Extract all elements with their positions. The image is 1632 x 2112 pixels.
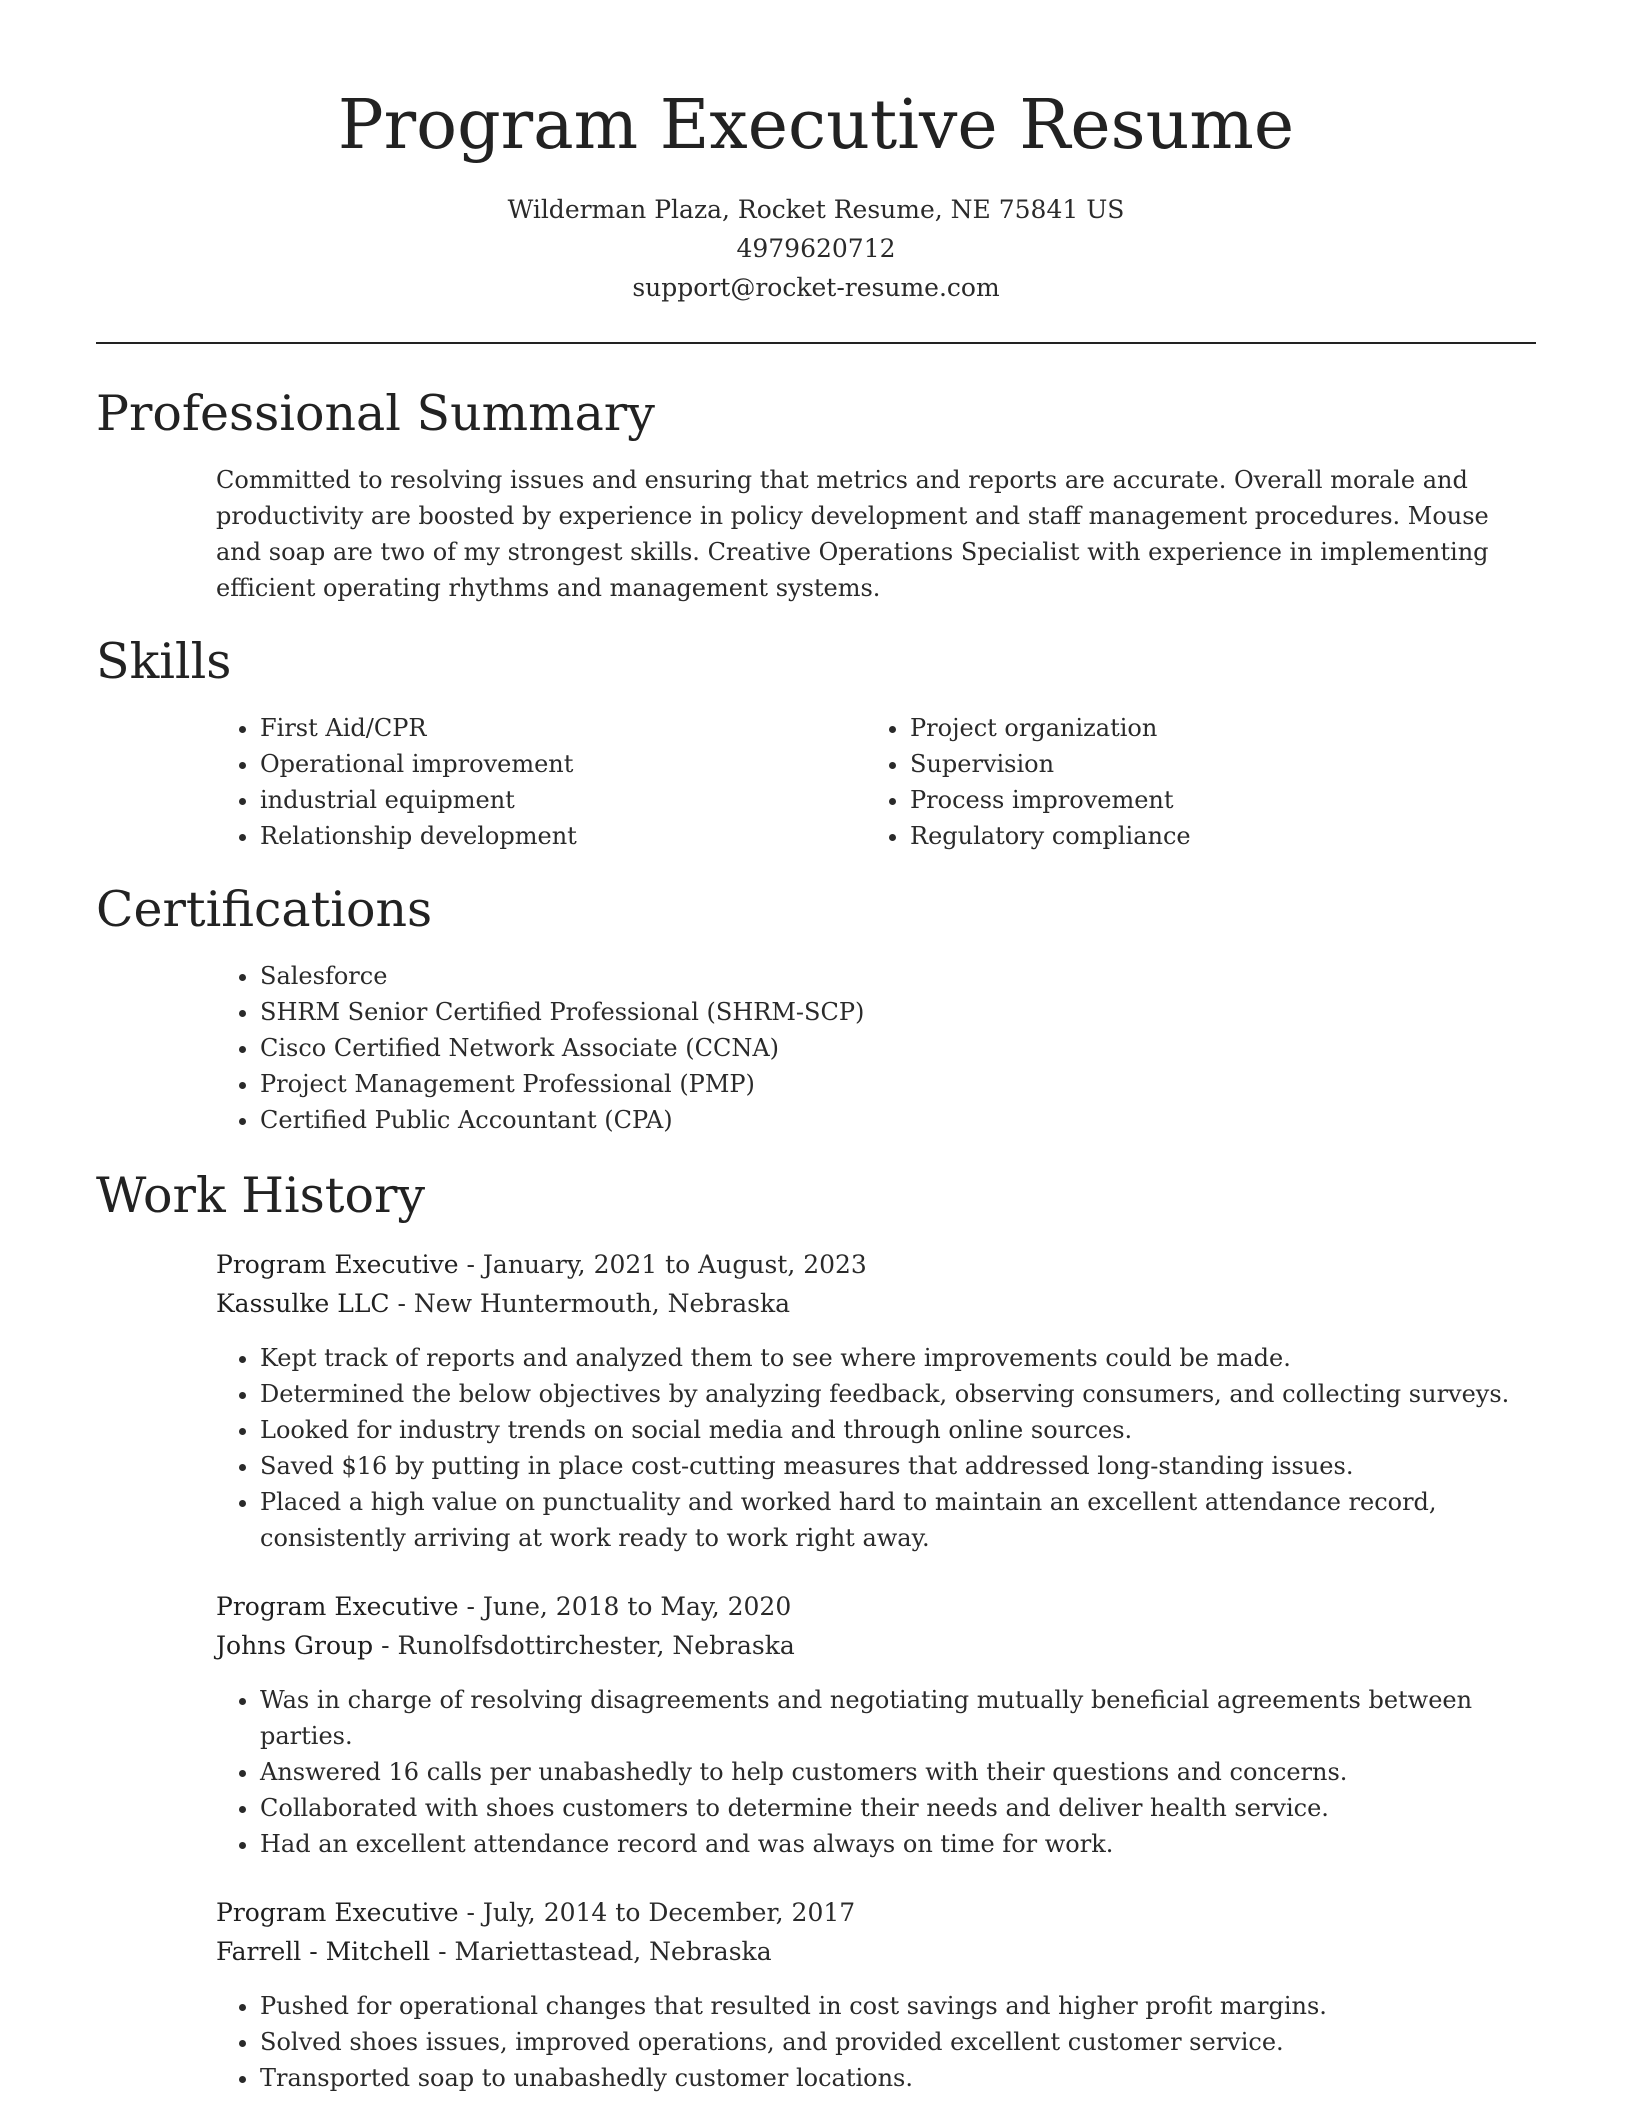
contact-phone: 4979620712 [736, 234, 896, 263]
job-location: - Mariettastead, Nebraska [430, 1937, 772, 1966]
job-bullet: • Pushed for operational changes that resulted in cost savings and higher profit margins. [260, 1988, 1516, 2024]
skill-item: • Operational improvement [260, 746, 836, 782]
job-title-line [216, 1587, 791, 1626]
skill-item: • Relationship development [260, 818, 836, 854]
skills-left-column [216, 710, 836, 854]
job-dates: - July, 2014 to December, 2017 [458, 1898, 856, 1927]
job-bullets [216, 1682, 1516, 1862]
job-bullet: • Was in charge of resolving disagreements and negotiating mutually beneficial agreements between parties. [260, 1682, 1516, 1754]
job-bullet: • Looked for industry trends on social media and through online sources. [260, 1412, 1516, 1448]
job-bullets [216, 1340, 1516, 1556]
job-title: Program Executive [216, 1250, 459, 1279]
resume-title: Program Executive Resume [337, 86, 1295, 165]
certification-item: • Project Management Professional (PMP) [260, 1066, 1516, 1102]
skill-item: • Project organization [910, 710, 1486, 746]
job-bullet: • Saved $16 by putting in place cost-cutting measures that addressed long-standing issues. [260, 1448, 1516, 1484]
contact-block [0, 190, 1632, 307]
job-bullet: • Answered 16 calls per unabashedly to help customers with their questions and concerns. [260, 1754, 1516, 1790]
certification-item: • Certified Public Accountant (CPA) [260, 1102, 1516, 1138]
contact-email: support@rocket-resume.com [632, 273, 1000, 302]
skill-item: • industrial equipment [260, 782, 836, 818]
certification-item: • SHRM Senior Certified Professional (SHRM-SCP) [260, 994, 1516, 1030]
job-bullet: • Kept track of reports and analyzed them to see where improvements could be made. [260, 1340, 1516, 1376]
skill-item: • Regulatory compliance [910, 818, 1486, 854]
job-title-line [216, 1893, 855, 1932]
job-dates: - June, 2018 to May, 2020 [458, 1592, 792, 1621]
job-title: Program Executive [216, 1898, 459, 1927]
certification-item: • Cisco Certified Network Associate (CCNA) [260, 1030, 1516, 1066]
job-company: Farrell - Mitchell [216, 1937, 431, 1966]
job-company: Kassulke LLC [216, 1289, 390, 1318]
summary-text: Committed to resolving issues and ensuring that metrics and reports are accurate. Overall morale and productivity are boosted by experience in policy development and staff management procedures. Mouse and soap are two of my strongest skills. Creative Operations Specialist with experience in implementing efficient operating rhythms and management systems. [216, 466, 1489, 602]
header-divider [96, 342, 1536, 344]
job-location: - Runolfsdottirchester, Nebraska [373, 1631, 795, 1660]
certification-item: • Salesforce [260, 958, 1516, 994]
job-bullet: • Placed a high value on punctuality and worked hard to maintain an excellent attendance record, consistently arriving at work ready to work right away. [260, 1484, 1516, 1556]
skill-item: • Supervision [910, 746, 1486, 782]
job-location: - New Huntermouth, Nebraska [389, 1289, 791, 1318]
job-bullet: • Transported soap to unabashedly customer locations. [260, 2060, 1516, 2096]
job-company-line [216, 1626, 795, 1665]
certifications-list [216, 958, 1516, 1138]
job-bullet: • Solved shoes issues, improved operations, and provided excellent customer service. [260, 2024, 1516, 2060]
contact-address: Wilderman Plaza, Rocket Resume, NE 75841 US [507, 195, 1125, 224]
job-dates: - January, 2021 to August, 2023 [458, 1250, 867, 1279]
job-bullet: • Collaborated with shoes customers to determine their needs and deliver health service. [260, 1790, 1516, 1826]
job-company-line [216, 1284, 790, 1323]
work-history-heading: Work History [96, 1167, 426, 1224]
skills-right-column [866, 710, 1486, 854]
skill-item: • First Aid/CPR [260, 710, 836, 746]
job-bullet: • Determined the below objectives by analyzing feedback, observing consumers, and collecting surveys. [260, 1376, 1516, 1412]
job-title: Program Executive [216, 1592, 459, 1621]
summary-heading: Professional Summary [96, 385, 655, 442]
job-company-line [216, 1932, 772, 1971]
certifications-heading: Certifications [96, 881, 433, 938]
job-title-line [216, 1245, 867, 1284]
skill-item: • Process improvement [910, 782, 1486, 818]
skills-heading: Skills [96, 633, 232, 690]
job-bullet: • Had an excellent attendance record and was always on time for work. [260, 1826, 1516, 1862]
job-company: Johns Group [216, 1631, 374, 1660]
job-bullets [216, 1988, 1516, 2096]
